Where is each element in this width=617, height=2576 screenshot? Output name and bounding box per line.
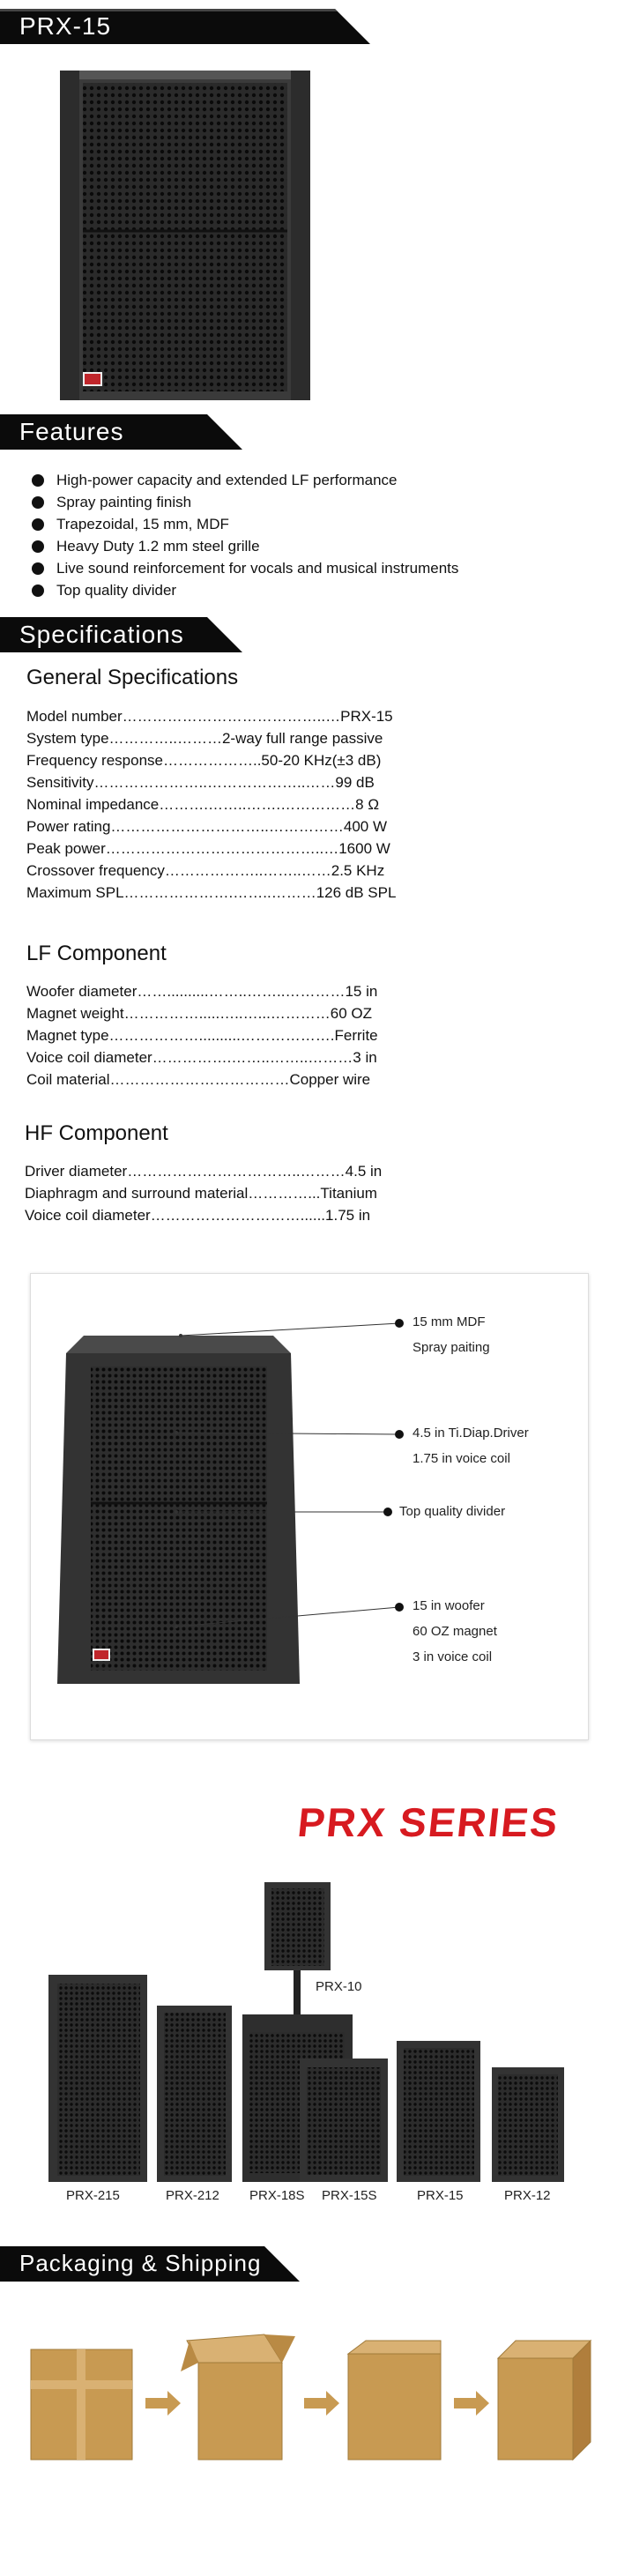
list-item: High-power capacity and extended LF performance [32, 469, 458, 491]
callout-woofer: 15 in woofer 60 OZ magnet 3 in voice coil [413, 1598, 497, 1664]
spec-row: Power rating…………………………..……………400 W [26, 818, 388, 835]
series-label-prx-12: PRX-12 [504, 2188, 551, 2203]
features-banner [0, 414, 617, 450]
specifications-banner [0, 617, 617, 652]
packaging-steps-image [0, 2327, 617, 2477]
spec-row: Maximum SPL………………….……..………126 dB SPL [26, 884, 397, 901]
hf-component-heading: HF Component [25, 1121, 168, 1145]
series-label-prx-18s: PRX-18S [249, 2188, 305, 2203]
spec-row: Magnet type………………..........……………….Ferrite [26, 1027, 378, 1044]
spec-row: System type…………..………2-way full range passive [26, 730, 383, 747]
spec-row: Frequency response………………..50-20 KHz(±3 dB) [26, 752, 382, 769]
features-heading: Features [19, 418, 124, 445]
callout-hf-driver: 4.5 in Ti.Diap.Driver 1.75 in voice coil [413, 1426, 529, 1466]
callout-divider: Top quality divider [399, 1504, 506, 1519]
lf-component-heading: LF Component [26, 942, 167, 965]
general-specs-heading: General Specifications [26, 666, 239, 689]
spec-row: Voice coil diameter…………………………......1.75 in [25, 1207, 371, 1224]
list-item: Spray painting finish [32, 491, 458, 513]
spec-row: Woofer diameter……..........……..……..…………15 in [26, 983, 378, 1000]
spec-row: Sensitivity…………………..………………..……99 dB [26, 774, 375, 791]
spec-row: Voice coil diameter…………….……..……..………3 in [26, 1049, 377, 1066]
bullet-icon [32, 540, 44, 553]
series-label-prx-212: PRX-212 [166, 2188, 219, 2203]
bullet-icon [32, 496, 44, 509]
series-label-prx-215: PRX-215 [66, 2188, 120, 2203]
bullet-icon [32, 518, 44, 531]
series-label-prx-10: PRX-10 [316, 1979, 362, 1994]
spec-row: Coil material………………………………Copper wire [26, 1071, 371, 1088]
list-item: Heavy Duty 1.2 mm steel grille [32, 535, 458, 557]
spec-row: Peak power……………………………………..…1600 W [26, 840, 390, 857]
features-list [32, 469, 458, 601]
list-item: Live sound reinforcement for vocals and musical instruments [32, 557, 458, 579]
spec-row: Model number…………………………………..…PRX-15 [26, 708, 393, 725]
bullet-icon [32, 562, 44, 575]
series-label-prx-15s: PRX-15S [322, 2188, 377, 2203]
hero-speaker-image [53, 63, 317, 407]
list-item: Trapezoidal, 15 mm, MDF [32, 513, 458, 535]
spec-row: Magnet weight…………….....…..…...…………60 OZ [26, 1005, 373, 1022]
spec-row: Diaphragm and surround material…………...Titanium [25, 1185, 377, 1202]
series-title: PRX SERIES [295, 1799, 561, 1845]
series-label-prx-15: PRX-15 [417, 2188, 464, 2203]
page-title: PRX-15 [19, 12, 112, 40]
spec-row: Nominal impedance……….……..…….……………8 Ω [26, 796, 380, 813]
packaging-heading: Packaging & Shipping [19, 2250, 262, 2276]
list-item: Top quality divider [32, 579, 458, 601]
callout-cabinet: 15 mm MDF Spray paiting [413, 1314, 490, 1355]
title-banner [0, 9, 370, 44]
specifications-heading: Specifications [19, 621, 184, 648]
speaker-diagram-frame [30, 1273, 589, 1740]
bullet-icon [32, 584, 44, 597]
bullet-icon [32, 474, 44, 487]
spec-row: Driver diameter……………………………..………4.5 in [25, 1163, 383, 1180]
spec-row: Crossover frequency………………..……..……2.5 KHz [26, 862, 385, 879]
series-lineup-image [0, 1869, 617, 2204]
packaging-banner [0, 2246, 617, 2282]
